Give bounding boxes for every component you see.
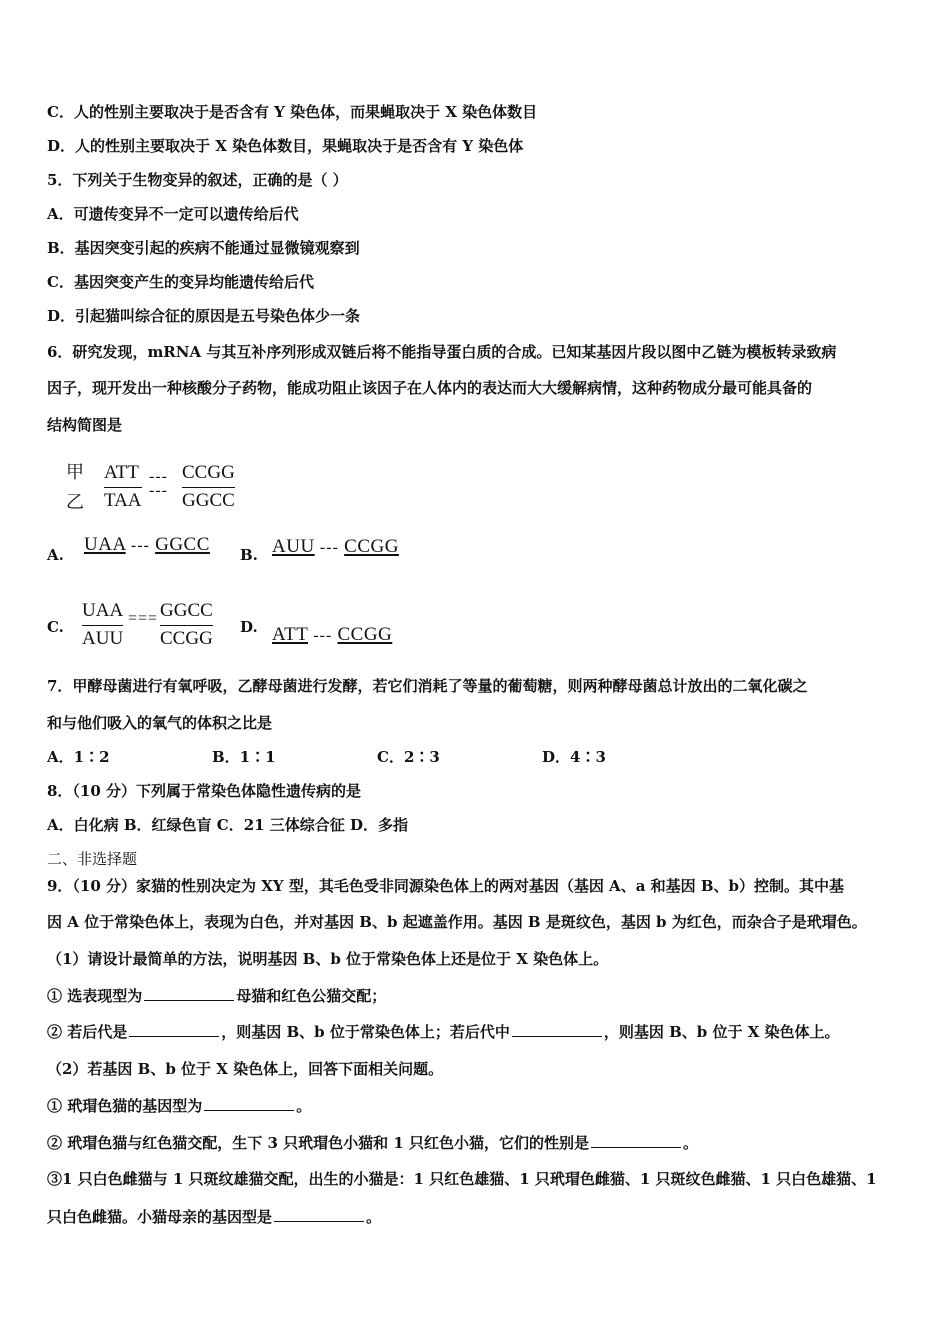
q5-option-c: C．基因突变产生的变异均能遗传给后代	[47, 273, 314, 291]
option-b-dash: ---	[319, 539, 339, 556]
option-d-dash: ---	[313, 627, 333, 644]
q9-p2-item1	[47, 1096, 311, 1116]
q6-option-d	[272, 624, 392, 646]
option-b-right: CCGG	[344, 536, 399, 557]
q5-stem: 5．下列关于生物变异的叙述，正确的是（ ）	[47, 171, 348, 189]
strand-label-jia: 甲	[66, 462, 84, 483]
q9-p2-item2-a: ② 玳瑁色猫与红色猫交配，生下 3 只玳瑁色小猫和 1 只红色小猫，它们的性别是	[47, 1134, 589, 1152]
q7-option-c: C．2∶3	[377, 748, 440, 766]
q9-p2-item2	[47, 1133, 698, 1153]
answer-blank[interactable]	[129, 1022, 219, 1037]
strand-label-yi: 乙	[66, 492, 84, 513]
option-a-left: UAA	[84, 534, 126, 555]
option-c-dash: ===	[128, 610, 159, 627]
answer-blank[interactable]	[591, 1133, 681, 1148]
q7-stem-line1: 7．甲酵母菌进行有氧呼吸，乙酵母菌进行发酵，若它们消耗了等量的葡萄糖，则两种酵母菌总计放出的二氧化碳之	[47, 677, 808, 695]
option-c-top-right: GGCC	[160, 598, 213, 626]
q6-option-d-label: D.	[240, 618, 258, 636]
q4-option-d: D．人的性别主要取决于 X 染色体数目，果蝇取决于是否含有 Y 染色体	[47, 137, 524, 155]
q6-stem-line3: 结构简图是	[47, 416, 123, 434]
q5-option-d: D．引起猫叫综合征的原因是五号染色体少一条	[47, 307, 361, 325]
q6-option-c-label: C.	[47, 618, 64, 636]
q6-option-b	[272, 536, 399, 558]
strand-yi-right: GGCC	[182, 490, 235, 511]
q9-p2-item3-line1: ③1 只白色雌猫与 1 只斑纹雄猫交配，出生的小猫是：1 只红色雄猫、1 只玳瑁色雌猫、1 只斑纹色雌猫、1 只白色雄猫、1	[47, 1170, 877, 1188]
q9-p2-item3-a: 只白色雌猫。小猫母亲的基因型是	[47, 1208, 273, 1226]
q9-part2: （2）若基因 B、b 位于 X 染色体上，回答下面相关问题。	[47, 1060, 444, 1078]
q6-stem-line1: 6．研究发现，mRNA 与其互补序列形成双链后将不能指导蛋白质的合成。已知某基因片段以图中乙链为模板转录致病	[47, 343, 837, 361]
q9-p2-item1-b: 。	[296, 1097, 312, 1115]
q9-p1-item1-b: 母猫和红色公猫交配；	[236, 987, 387, 1005]
option-a-right: GGCC	[155, 534, 210, 555]
q9-part1: （1）请设计最简单的方法，说明基因 B、b 位于常染色体上还是位于 X 染色体上。	[47, 950, 609, 968]
q5-option-b: B．基因突变引起的疾病不能通过显微镜观察到	[47, 239, 360, 257]
q9-p1-item2-b: ，则基因 B、b 位于常染色体上；若后代中	[221, 1023, 510, 1041]
q7-option-b: B．1∶1	[212, 748, 276, 766]
option-d-left: ATT	[272, 624, 308, 645]
q5-option-a: A．可遗传变异不一定可以遗传给后代	[47, 205, 299, 223]
q9-p2-item3-b: 。	[366, 1208, 382, 1226]
q7-stem-line2: 和与他们吸入的氧气的体积之比是	[47, 714, 273, 732]
q9-p2-item1-a: ① 玳瑁色猫的基因型为	[47, 1097, 203, 1115]
q9-p2-item2-b: 。	[683, 1134, 699, 1152]
q6-option-a	[84, 534, 210, 556]
answer-blank[interactable]	[512, 1022, 602, 1037]
section-title: 二、非选择题	[47, 850, 138, 868]
strand-yi-left: TAA	[104, 490, 142, 511]
answer-blank[interactable]	[204, 1096, 294, 1111]
q9-p1-item2-c: ，则基因 B、b 位于 X 染色体上。	[603, 1023, 840, 1041]
q7-option-d: D．4∶3	[542, 748, 606, 766]
option-d-right: CCGG	[337, 624, 393, 645]
q8-options: A．白化病 B．红绿色盲 C．21 三体综合征 D．多指	[47, 816, 409, 834]
q8-stem: 8．（10 分）下列属于常染色体隐性遗传病的是	[47, 782, 362, 800]
option-b-left: AUU	[272, 536, 315, 557]
strand-yi-dash: ---	[149, 482, 168, 499]
option-c-bottom-right: CCGG	[160, 628, 213, 649]
q7-option-a: A．1∶2	[47, 748, 110, 766]
q9-stem-line2: 因 A 位于常染色体上，表现为白色，并对基因 B、b 起遮盖作用。基因 B 是斑纹色，基因 b 为红色，而杂合子是玳瑁色。	[47, 913, 867, 931]
q6-option-b-label: B.	[240, 546, 258, 564]
q6-stem-line2: 因子，现开发出一种核酸分子药物，能成功阻止该因子在人体内的表达而大大缓解病情，这种药物成分最可能具备的	[47, 379, 813, 397]
q9-p1-item2-a: ② 若后代是	[47, 1023, 128, 1041]
option-c-top-left: UAA	[82, 598, 123, 626]
q9-p1-item1	[47, 986, 386, 1006]
q9-stem-line1: 9．（10 分）家猫的性别决定为 XY 型，其毛色受非同源染色体上的两对基因（基因 A、a 和基因 B、b）控制。其中基	[47, 877, 845, 895]
strand-jia-right: CCGG	[182, 460, 235, 488]
q9-p1-item2	[47, 1022, 840, 1042]
answer-blank[interactable]	[274, 1207, 364, 1222]
q9-p2-item3-line2	[47, 1207, 381, 1227]
q9-p1-item1-a: ① 选表现型为	[47, 987, 143, 1005]
answer-blank[interactable]	[144, 986, 234, 1001]
strand-jia-dash: ---	[149, 468, 168, 485]
option-a-dash: ---	[130, 537, 150, 554]
option-c-bottom-left: AUU	[82, 628, 124, 649]
strand-jia-left: ATT	[104, 460, 142, 488]
q4-option-c: C．人的性别主要取决于是否含有 Y 染色体，而果蝇取决于 X 染色体数目	[47, 103, 538, 121]
q6-option-a-label: A.	[47, 546, 64, 564]
